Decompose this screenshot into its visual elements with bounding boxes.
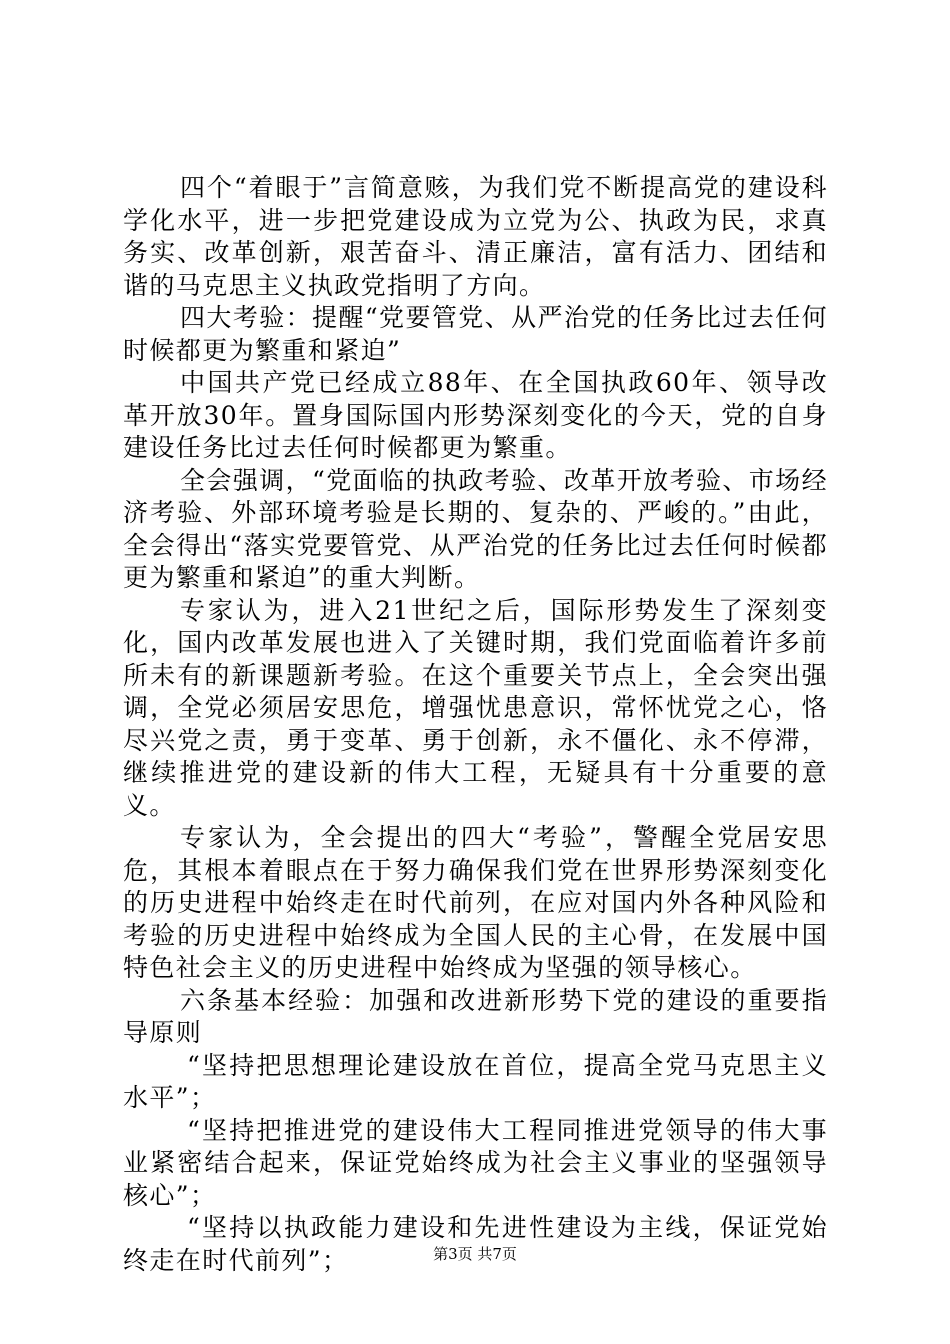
page-number-footer: 第3页 共7页 <box>433 1245 517 1263</box>
paragraph-plenary-emphasis: 全会强调，“党面临的执政考验、改革开放考验、市场经济考验、外部环境考验是长期的、复杂的、严峻的。”由此，全会得出“落实党要管党、从严治党的任务比过去任何时候都更为繁重和紧迫”的重大判断。 <box>123 465 828 592</box>
paragraph-four-focuses: 四个“着眼于”言简意赅，为我们党不断提高党的建设科学化水平，进一步把党建设成为立党为公、执政为民，求真务实、改革创新，艰苦奋斗、清正廉洁，富有活力、团结和谐的马克思主义执政党指明了方向。 <box>123 173 828 300</box>
paragraph-party-history: 中国共产党已经成立88年、在全国执政60年、领导改革开放30年。置身国际国内形势深刻变化的今天，党的自身建设任务比过去任何时候都更为繁重。 <box>123 368 828 462</box>
paragraph-experts-21st-century: 专家认为，进入21世纪之后，国际形势发生了深刻变化，国内改革发展也进入了关键时期，我们党面临着许多前所未有的新课题新考验。在这个重要关节点上，全会突出强调，全党必须居安思危，增强忧患意识，常怀忧党之心，恪尽兴党之责，勇于变革、勇于创新，永不僵化、永不停滞，继续推进党的建设新的伟大工程，无疑具有十分重要的意义。 <box>123 595 828 820</box>
paragraph-quote-theory: “坚持把思想理论建设放在首位，提高全党马克思主义水平”； <box>123 1050 828 1112</box>
paragraph-six-experiences-heading: 六条基本经验：加强和改进新形势下党的建设的重要指导原则 <box>123 985 828 1047</box>
paragraph-quote-great-project: “坚持把推进党的建设伟大工程同推进党领导的伟大事业紧密结合起来，保证党始终成为社会主义事业的坚强领导核心”； <box>123 1115 828 1210</box>
paragraph-four-tests-heading: 四大考验：提醒“党要管党、从严治党的任务比过去任何时候都更为繁重和紧迫” <box>123 303 828 365</box>
paragraph-experts-four-tests: 专家认为，全会提出的四大“考验”，警醒全党居安思危，其根本着眼点在于努力确保我们党在世界形势深刻变化的历史进程中始终走在时代前列，在应对国内外各种风险和考验的历史进程中始终成为全国人民的主心骨，在发展中国特色社会主义的历史进程中始终成为坚强的领导核心。 <box>123 823 828 982</box>
paragraph-quote-governing-capacity: “坚持以执政能力建设和先进性建设为主线，保证党始终走在时代前列”； <box>123 1213 828 1275</box>
document-body <box>123 172 828 1277</box>
